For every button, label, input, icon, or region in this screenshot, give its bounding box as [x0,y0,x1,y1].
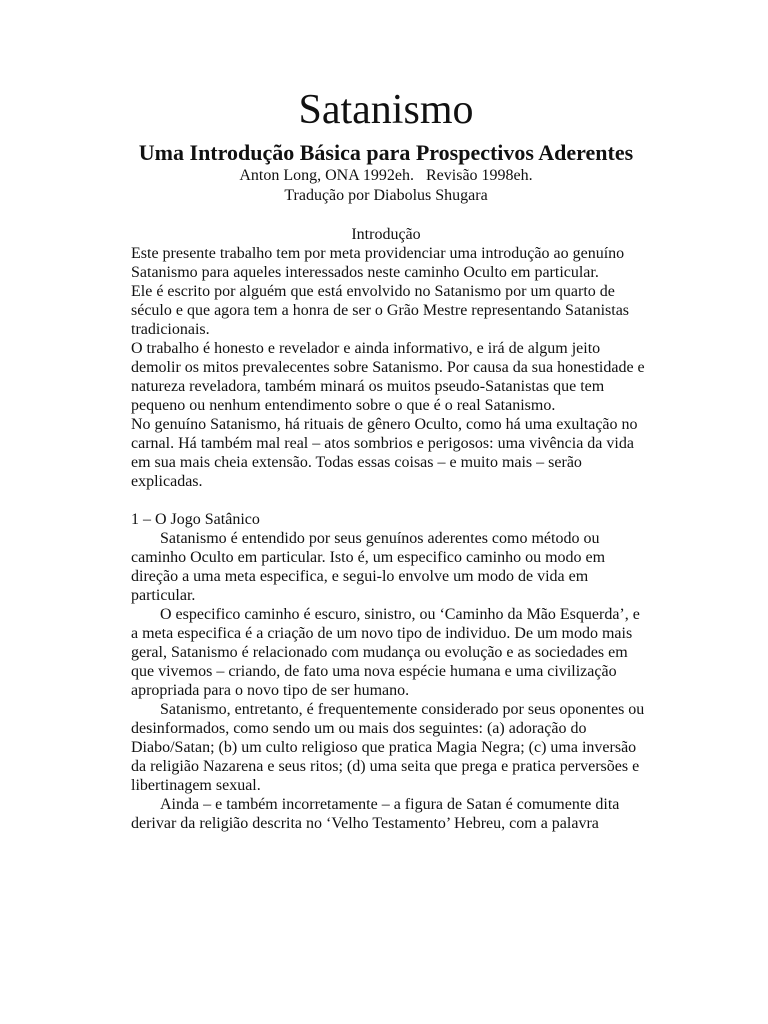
intro-paragraph: Ele é escrito por alguém que está envolvido no Satanismo por um quarto de século e que agora tem a honra de ser o Grão Mestre representando Satanistas tradicionais. [131,283,630,338]
intro-paragraph: O trabalho é honesto e revelador e ainda informativo, e irá de algum jeito demolir os mitos prevalecentes sobre Satanismo. Por causa da sua honestidade e natureza reveladora, também minará os muitos pseudo-Satanistas que tem pequeno ou nenhum entendimento sobre o que é o real Satanismo. [131,340,645,414]
intro-paragraph: Este presente trabalho tem por meta providenciar uma introdução ao genuíno Satanismo para aqueles interessados neste caminho Oculto em particular. [131,245,625,281]
intro-heading: Introdução [351,226,421,243]
section-paragraph: O especifico caminho é escuro, sinistro, ou ‘Caminho da Mão Esquerda’, e a meta especifica é a criação de um novo tipo de individuo. De um modo mais geral, Satanismo é relacionado com mudança ou evolução e as sociedades em que vivemos – criando, de fato uma nova espécie humana e uma civilização apropriada para o novo tipo de ser humano. [131,606,640,699]
translator-line: Tradução por Diabolus Shugara [284,187,488,204]
document-subtitle: Uma Introdução Básica para Prospectivos Aderentes [138,140,634,165]
section-paragraph: Ainda – e também incorretamente – a figura de Satan é comumente dita derivar da religião descrita no ‘Velho Testamento’ Hebreu, com a palavra [131,796,620,832]
document-page [131,84,645,833]
section-paragraph: Satanismo é entendido por seus genuínos aderentes como método ou caminho Oculto em particular. Isto é, um especifico caminho ou modo em direção a uma meta especifica, e segui-lo envolve um modo de vida em particular. [131,530,606,604]
document-title: Satanismo [298,87,474,133]
section-spacer [131,491,641,510]
section-heading: 1 – O Jogo Satânico [131,511,260,528]
document-meta [131,166,641,206]
intro-paragraph: No genuíno Satanismo, há rituais de gênero Oculto, como há uma exultação no carnal. Há também mal real – atos sombrios e perigosos: uma vivência da vida em sua mais cheia extensão. Todas essas coisas – e muito mais – serão explicadas. [131,416,638,490]
author-line: Anton Long, ONA 1992eh. Revisão 1998eh. [239,167,533,184]
section-paragraph: Satanismo, entretanto, é frequentemente considerado por seus oponentes ou desinformados, como sendo um ou mais dos seguintes: (a) adoração do Diabo/Satan; (b) um culto religioso que pratica Magia Negra; (c) uma inversão da religião Nazarena e seus ritos; (d) uma seita que prega e pratica perversões e libertinagem sexual. [131,701,645,794]
